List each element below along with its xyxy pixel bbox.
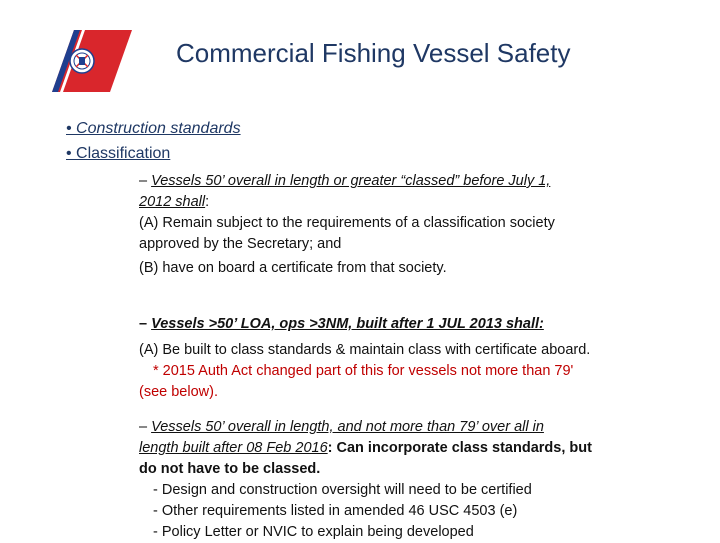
section2-note-line1: * 2015 Auth Act changed part of this for vessels not more than 79' xyxy=(153,363,574,379)
dash: – xyxy=(139,419,152,435)
dash: – xyxy=(139,173,152,189)
bullet-classification xyxy=(66,145,170,163)
section1-heading xyxy=(139,171,659,192)
section2-heading-text: Vessels >50’ LOA, ops >3NM, built after 1 JUL 2013 shall: xyxy=(151,316,544,332)
section-built-after-2013 xyxy=(139,314,659,403)
section3-item1: - Design and construction oversight will need to be certified xyxy=(153,482,532,498)
dash: – xyxy=(139,316,152,332)
section3-heading-b: length built after 08 Feb 2016 xyxy=(139,440,328,456)
section3-item2: - Other requirements listed in amended 46 USC 4503 (e) xyxy=(153,503,518,519)
coast-guard-logo xyxy=(52,30,132,92)
section1-colon: : xyxy=(205,194,210,210)
section3-line3: do not have to be classed. xyxy=(139,461,321,477)
section-classed-before-2012 xyxy=(139,171,659,279)
section1-a-line2: approved by the Secretary; and xyxy=(139,236,342,252)
section2-a-line: (A) Be built to class standards & maintain class with certificate aboard. xyxy=(139,342,591,358)
coast-guard-stripe-icon xyxy=(52,30,132,92)
bullet-construction-text: • Construction standards xyxy=(66,120,241,137)
section2-heading xyxy=(139,314,659,335)
section1-a-line1: (A) Remain subject to the requirements of a classification society xyxy=(139,215,555,231)
page-title: Commercial Fishing Vessel Safety xyxy=(176,38,571,68)
section1-heading-line2 xyxy=(139,192,659,213)
section3-line2 xyxy=(139,438,659,459)
section-50-to-79-feet xyxy=(139,417,659,543)
section3-item3: - Policy Letter or NVIC to explain being developed xyxy=(153,524,474,540)
bullet-construction xyxy=(66,120,241,138)
section1-heading-b: 2012 shall xyxy=(139,194,206,210)
bullet-classification-text: • Classification xyxy=(66,145,171,162)
section3-heading-a: Vessels 50’ overall in length, and not more than 79’ over all in xyxy=(151,419,544,435)
section3-heading xyxy=(139,417,659,438)
section3-rest-b: : Can incorporate class standards, but xyxy=(327,440,592,456)
section1-heading-a: Vessels 50’ overall in length or greater “classed” before July 1, xyxy=(151,173,551,189)
section2-note-line2: (see below). xyxy=(139,384,218,400)
section1-b-line: (B) have on board a certificate from that society. xyxy=(139,260,447,276)
